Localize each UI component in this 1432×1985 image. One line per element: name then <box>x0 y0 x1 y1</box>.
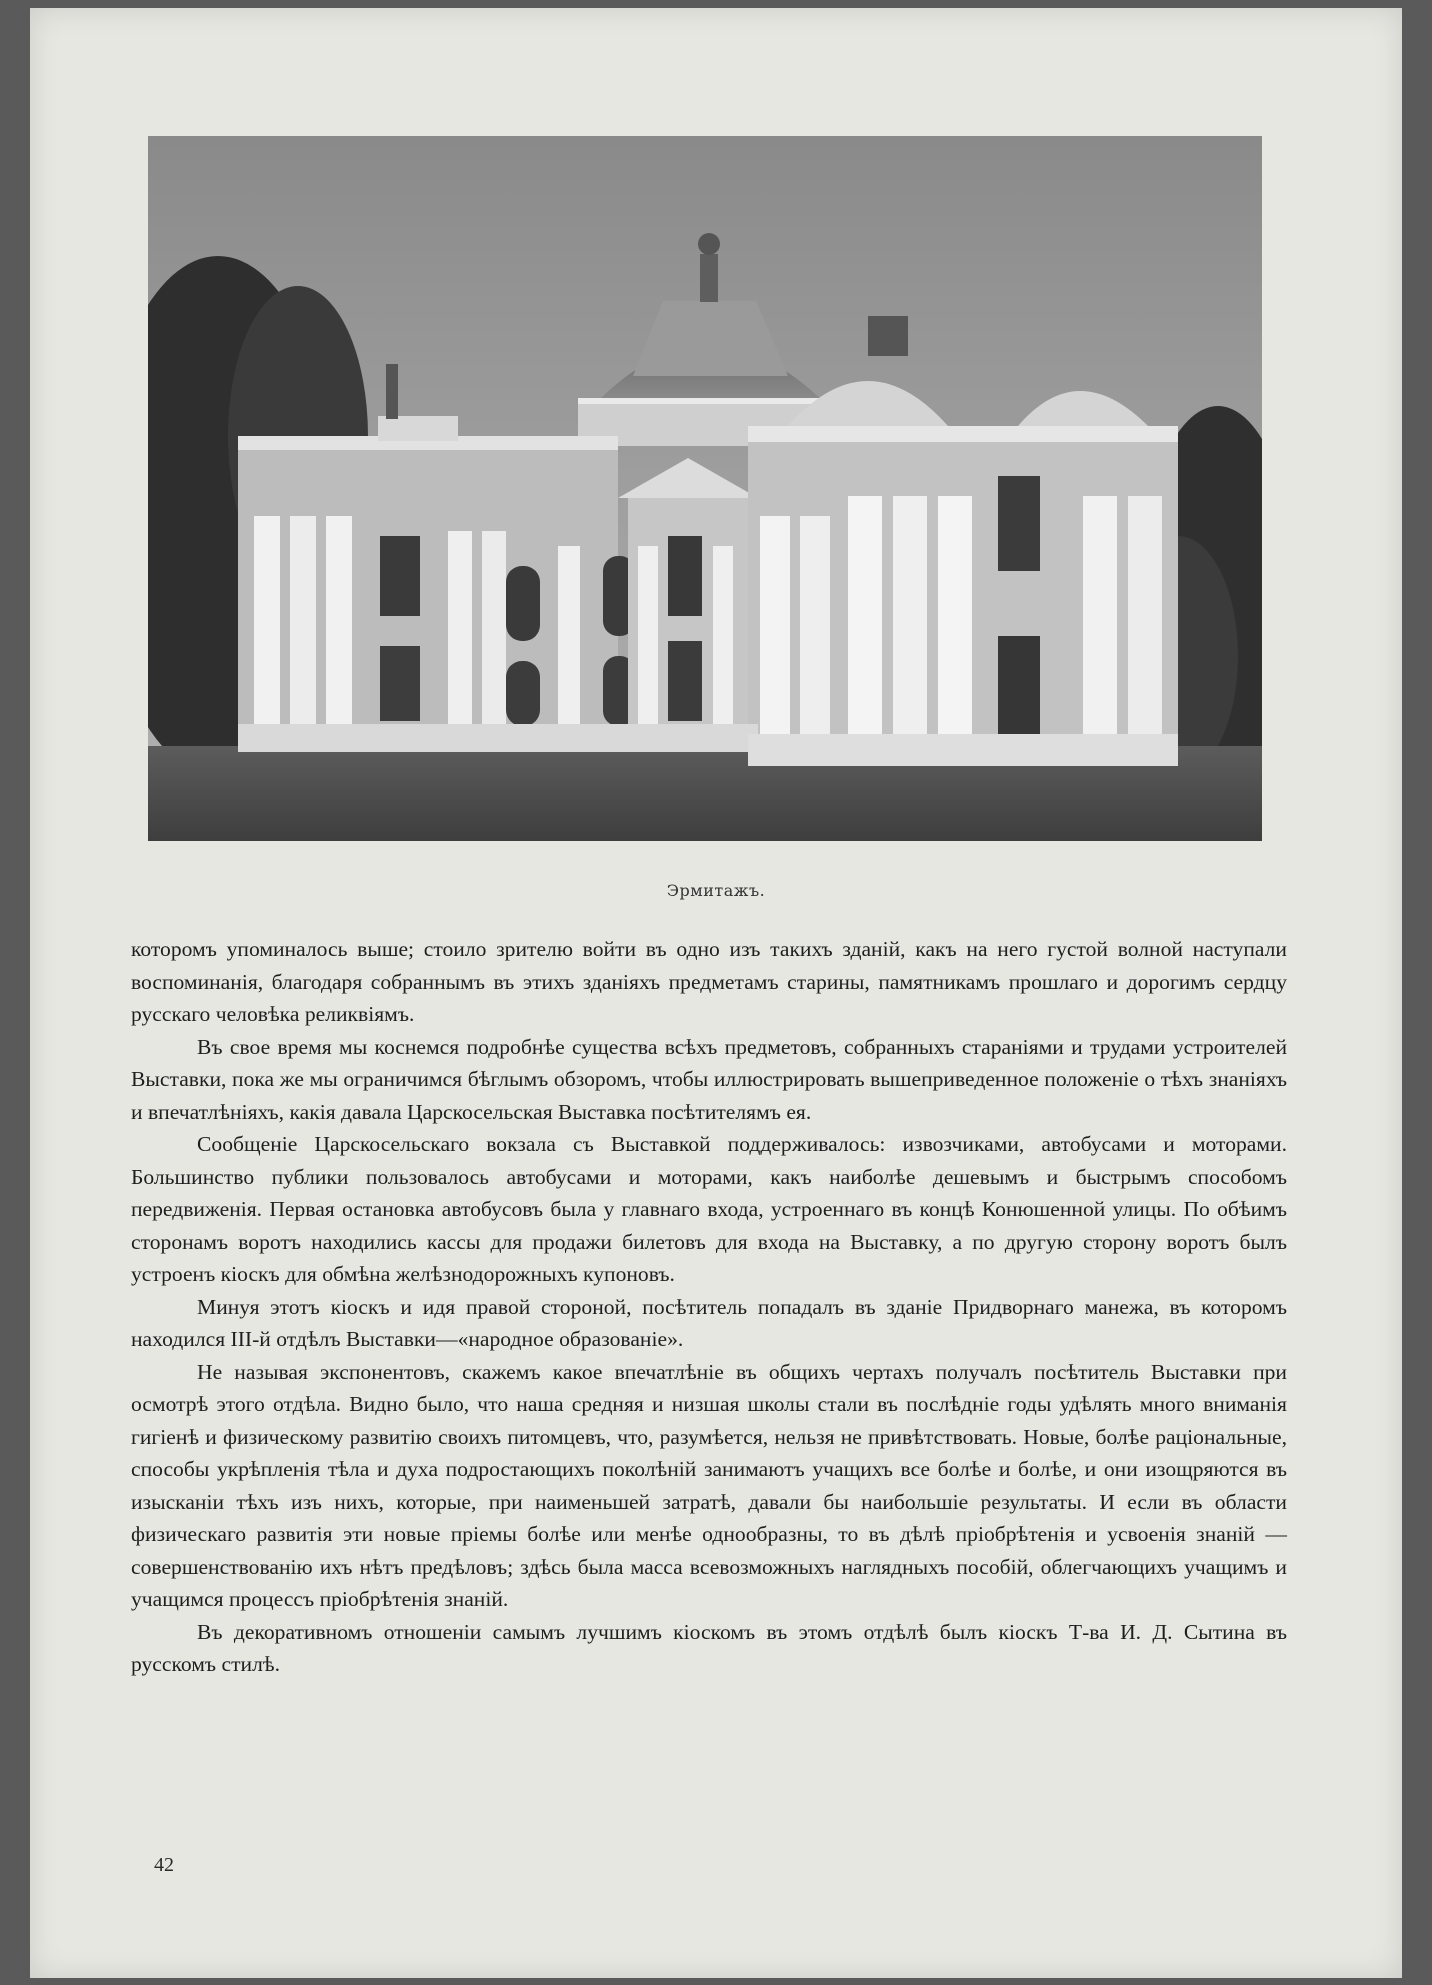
photo-ermitazh-pavilion <box>148 136 1262 841</box>
figure-caption: Эрмитажъ. <box>666 881 766 900</box>
paragraph: которомъ упоминалось выше; стоило зрителю войти въ одно изъ такихъ зданій, какъ на него густой волной наступали воспоминанія, благодаря собраннымъ въ этихъ зданіяхъ предметамъ старины, памятникамъ прошлаго и дорогимъ сердцу русскаго человѣка реликвіямъ. <box>131 937 1287 1026</box>
pavilion-illustration <box>148 136 1262 841</box>
page-number: 42 <box>154 1854 174 1876</box>
paragraph: Въ декоративномъ отношеніи самымъ лучшимъ кіоскомъ въ этомъ отдѣлѣ былъ кіоскъ Т-ва И. Д. Сытина въ русскомъ стилѣ. <box>131 1619 1287 1676</box>
paragraph: Минуя этотъ кіоскъ и идя правой стороной, посѣтитель попадалъ въ зданіе Придворнаго манежа, въ которомъ находился III-й отдѣлъ Выставки—«народное образованіе». <box>131 1294 1287 1351</box>
paragraph: Въ свое время мы коснемся подробнѣе существа всѣхъ предметовъ, собранныхъ стараніями и трудами устроителей Выставки, пока же мы ограничимся бѣглымъ обзоромъ, чтобы иллюстрировать вышеприведенное положеніе о тѣхъ знаніяхъ и впечатлѣніяхъ, какія давала Царскосельская Выставка посѣтителямъ ея. <box>131 1034 1287 1124</box>
paragraph: Сообщеніе Царскосельскаго вокзала съ Выставкой поддерживалось: извозчиками, автобусами и моторами. Большинство публики пользовалось автобусами и моторами, какъ наиболѣе дешевымъ и быстрымъ способомъ передвиженія. Первая остановка автобусовъ была у главнаго входа, устроеннаго въ концѣ Конюшенной улицы. По обѣимъ сторонамъ воротъ находились кассы для продажи билетовъ для входа на Выставку, а по другую сторону воротъ былъ устроенъ кіоскъ для обмѣна желѣзнодорожныхъ купоновъ. <box>131 1132 1287 1286</box>
body-text <box>131 933 1287 1681</box>
book-page <box>30 8 1402 1978</box>
paragraph: Не называя экспонентовъ, скажемъ какое впечатлѣніе въ общихъ чертахъ получалъ посѣтитель Выставки при осмотрѣ этого отдѣла. Видно было, что наша средняя и низшая школы стали въ послѣдніе годы удѣлять много вниманія гигіенѣ и физическому развитію своихъ питомцевъ, что, разумѣется, нельзя не привѣтствовать. Новые, болѣе раціональные, способы укрѣпленія тѣла и духа подростающихъ поколѣній занимаютъ учащихъ все болѣе и болѣе, и они изощряются въ изысканіи тѣхъ изъ нихъ, которые, при наименьшей затратѣ, давали бы наибольшіе результаты. И если въ области физическаго развитія эти новые пріемы болѣе или менѣе однообразны, то въ дѣлѣ пріобрѣтенія и усвоенія знаній — совершенствованію ихъ нѣтъ предѣловъ; здѣсь была масса всевозможныхъ наглядныхъ пособій, облегчающихъ учащимъ и учащимся процессъ пріобрѣтенія знаній. <box>131 1359 1287 1611</box>
